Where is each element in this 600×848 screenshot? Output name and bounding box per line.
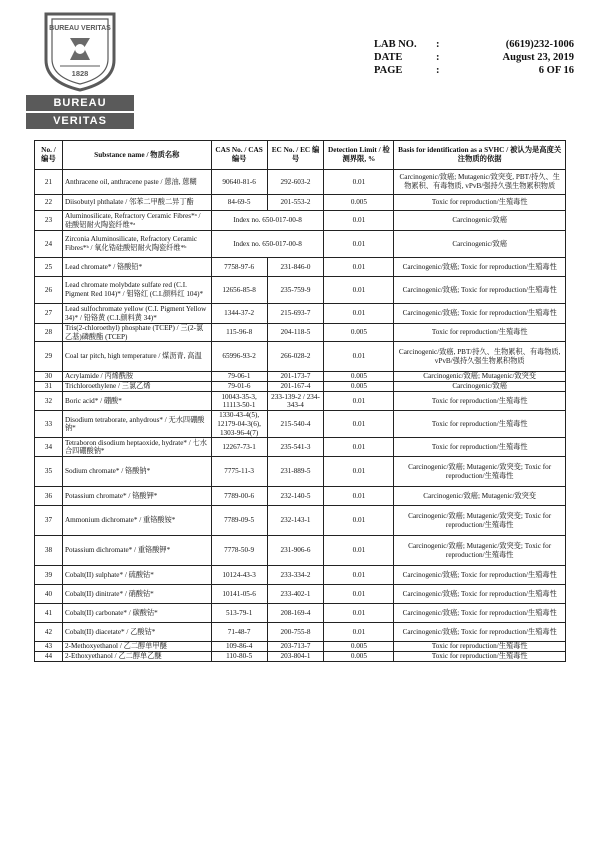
report-meta — [374, 38, 574, 77]
cell-ec: 201-173-7 — [267, 372, 324, 382]
cell-detection-limit: 0.01 — [324, 211, 394, 231]
cell-basis: Carcinogenic/致癌; Toxic for reproduction/生殖毒性 — [394, 258, 566, 277]
header-no: No. / 编号 — [35, 141, 63, 170]
cell-detection-limit: 0.01 — [324, 566, 394, 585]
cell-no: 40 — [35, 585, 63, 604]
cell-ec: 233-402-1 — [267, 585, 324, 604]
cell-basis: Carcinogenic/致癌; Toxic for reproduction/生殖毒性 — [394, 304, 566, 324]
table-row — [35, 231, 566, 258]
cell-cas: 71-48-7 — [211, 623, 267, 642]
cell-substance: Cobalt(II) sulphate* / 硫酸钴* — [62, 566, 211, 585]
cell-no: 41 — [35, 604, 63, 623]
cell-detection-limit: 0.01 — [324, 392, 394, 411]
cell-detection-limit: 0.01 — [324, 304, 394, 324]
cell-no: 33 — [35, 411, 63, 438]
cell-no: 22 — [35, 195, 63, 211]
cell-cas: 7778-50-9 — [211, 536, 267, 566]
cell-cas: 79-01-6 — [211, 382, 267, 392]
cell-basis: Carcinogenic/致癌; Mutagenic/致突变; Toxic for reproduction/生殖毒性 — [394, 506, 566, 536]
table-row — [35, 342, 566, 372]
cell-no: 29 — [35, 342, 63, 372]
table-row — [35, 324, 566, 342]
cell-basis: Carcinogenic/致癌; Mutagenic/致突变, PBT/持久、生物累积、有毒物质, vPvB/强持久强生物累积物质 — [394, 170, 566, 195]
cell-detection-limit: 0.01 — [324, 411, 394, 438]
cell-basis: Toxic for reproduction/生殖毒性 — [394, 642, 566, 652]
cell-basis: Carcinogenic/致癌 — [394, 211, 566, 231]
brand-line-veritas: VERITAS — [26, 113, 134, 129]
cell-no: 34 — [35, 438, 63, 457]
cell-ec: 201-167-4 — [267, 382, 324, 392]
table-row — [35, 304, 566, 324]
table-row — [35, 566, 566, 585]
cell-basis: Toxic for reproduction/生殖毒性 — [394, 392, 566, 411]
cell-substance: Sodium chromate* / 铬酸钠* — [62, 457, 211, 487]
cell-ec: 231-846-0 — [267, 258, 324, 277]
cell-detection-limit: 0.005 — [324, 324, 394, 342]
cell-ec: 215-693-7 — [267, 304, 324, 324]
cell-detection-limit: 0.01 — [324, 585, 394, 604]
cell-detection-limit: 0.005 — [324, 652, 394, 662]
header-cas: CAS No. / CAS 编号 — [211, 141, 267, 170]
table-row — [35, 258, 566, 277]
meta-sep: : — [436, 39, 440, 50]
cell-no: 37 — [35, 506, 63, 536]
cell-ec: 201-553-2 — [267, 195, 324, 211]
cell-substance: Lead chromate* / 铬酸铅* — [62, 258, 211, 277]
table-row — [35, 277, 566, 304]
header-detection-limit: Detection Limit / 检测界限, % — [324, 141, 394, 170]
cell-no: 28 — [35, 324, 63, 342]
cell-ec: 215-540-4 — [267, 411, 324, 438]
cell-ec: 233-334-2 — [267, 566, 324, 585]
meta-key: DATE — [374, 52, 403, 63]
cell-cas: 110-80-5 — [211, 652, 267, 662]
cell-substance: 2-Methoxyethanol / 乙二醇单甲醚 — [62, 642, 211, 652]
table-row — [35, 487, 566, 506]
cell-detection-limit: 0.005 — [324, 642, 394, 652]
cell-basis: Carcinogenic/致癌; Toxic for reproduction/生殖毒性 — [394, 277, 566, 304]
cell-substance: Boric acid* / 硼酸* — [62, 392, 211, 411]
meta-value: (6619)232-1006 — [505, 39, 574, 50]
cell-detection-limit: 0.01 — [324, 438, 394, 457]
meta-sep: : — [436, 65, 440, 76]
cell-substance: 2-Ethoxyethanol / 乙二醇单乙醚 — [62, 652, 211, 662]
table-row — [35, 536, 566, 566]
cell-ec: 233-139-2 / 234-343-4 — [267, 392, 324, 411]
meta-key: LAB NO. — [374, 39, 417, 50]
cell-cas: 10043-35-3, 11113-50-1 — [211, 392, 267, 411]
cell-substance: Trichloroethylene / 三氯乙烯 — [62, 382, 211, 392]
cell-ec: 231-906-6 — [267, 536, 324, 566]
cell-no: 25 — [35, 258, 63, 277]
cell-ec: 266-028-2 — [267, 342, 324, 372]
cell-no: 21 — [35, 170, 63, 195]
cell-detection-limit: 0.01 — [324, 231, 394, 258]
cell-basis: Carcinogenic/致癌, PBT/持久、生物累积、有毒物质, vPvB/强持久强生物累积物质 — [394, 342, 566, 372]
table-row — [35, 372, 566, 382]
cell-detection-limit: 0.01 — [324, 258, 394, 277]
cell-substance: Potassium chromate* / 铬酸钾* — [62, 487, 211, 506]
bureau-veritas-seal-icon — [38, 8, 122, 92]
cell-ec: 203-713-7 — [267, 642, 324, 652]
cell-no: 35 — [35, 457, 63, 487]
cell-basis: Toxic for reproduction/生殖毒性 — [394, 652, 566, 662]
cell-ec: 200-755-8 — [267, 623, 324, 642]
cell-substance: Cobalt(II) diacetate* / 乙酸钴* — [62, 623, 211, 642]
cell-ec: 203-804-1 — [267, 652, 324, 662]
cell-cas: 7758-97-6 — [211, 258, 267, 277]
meta-value: August 23, 2019 — [502, 52, 574, 63]
cell-cas: 79-06-1 — [211, 372, 267, 382]
table-header-row — [35, 141, 566, 170]
cell-ec: 235-759-9 — [267, 277, 324, 304]
table-row — [35, 211, 566, 231]
table-row — [35, 623, 566, 642]
meta-sep: : — [436, 52, 440, 63]
brand-banner — [26, 95, 134, 129]
cell-cas: 115-96-8 — [211, 324, 267, 342]
cell-no: 38 — [35, 536, 63, 566]
cell-index-no: Index no. 650-017-00-8 — [211, 231, 324, 258]
cell-no: 27 — [35, 304, 63, 324]
cell-cas: 7789-00-6 — [211, 487, 267, 506]
cell-cas: 65996-93-2 — [211, 342, 267, 372]
cell-no: 30 — [35, 372, 63, 382]
table-row — [35, 411, 566, 438]
table-row — [35, 170, 566, 195]
cell-detection-limit: 0.01 — [324, 457, 394, 487]
cell-detection-limit: 0.01 — [324, 277, 394, 304]
cell-basis: Carcinogenic/致癌; Mutagenic/致突变 — [394, 487, 566, 506]
cell-no: 36 — [35, 487, 63, 506]
cell-substance: Diisobutyl phthalate / 邻苯二甲酸二异丁酯 — [62, 195, 211, 211]
cell-cas: 10141-05-6 — [211, 585, 267, 604]
cell-cas: 12267-73-1 — [211, 438, 267, 457]
cell-substance: Coal tar pitch, high temperature / 煤沥青, 高温 — [62, 342, 211, 372]
cell-basis: Carcinogenic/致癌; Mutagenic/致突变; Toxic for reproduction/生殖毒性 — [394, 457, 566, 487]
table-row — [35, 457, 566, 487]
cell-basis: Toxic for reproduction/生殖毒性 — [394, 438, 566, 457]
cell-cas: 12656-85-8 — [211, 277, 267, 304]
table-row — [35, 652, 566, 662]
table-row — [35, 642, 566, 652]
cell-cas: 84-69-5 — [211, 195, 267, 211]
cell-ec: 232-143-1 — [267, 506, 324, 536]
table-row — [35, 506, 566, 536]
cell-substance: Disodium tetraborate, anhydrous* / 无水四硼酸钠* — [62, 411, 211, 438]
table-row — [35, 195, 566, 211]
cell-detection-limit: 0.01 — [324, 604, 394, 623]
cell-detection-limit: 0.005 — [324, 372, 394, 382]
cell-substance: Zirconia Aluminosilicate, Refractory Ceramic Fibres*ᵇ / 氧化锆硅酸铝耐火陶瓷纤维*ᵇ — [62, 231, 211, 258]
cell-no: 23 — [35, 211, 63, 231]
cell-substance: Lead chromate molybdate sulfate red (C.I. Pigment Red 104)* / 钼铬红 (C.I.颜料红 104)* — [62, 277, 211, 304]
cell-no: 26 — [35, 277, 63, 304]
cell-substance: Tetraboron disodium heptaoxide, hydrate* / 七水合四硼酸钠* — [62, 438, 211, 457]
cell-cas: 109-86-4 — [211, 642, 267, 652]
cell-detection-limit: 0.01 — [324, 623, 394, 642]
table-row — [35, 438, 566, 457]
cell-basis: Carcinogenic/致癌; Mutagenic/致突变; Toxic for reproduction/生殖毒性 — [394, 536, 566, 566]
header-ec: EC No. / EC 编号 — [267, 141, 324, 170]
meta-date — [374, 51, 574, 64]
table-row — [35, 382, 566, 392]
cell-basis: Carcinogenic/致癌; Toxic for reproduction/生殖毒性 — [394, 604, 566, 623]
cell-no: 32 — [35, 392, 63, 411]
svg-text:BUREAU VERITAS: BUREAU VERITAS — [49, 25, 111, 32]
svhc-table — [34, 140, 566, 662]
cell-basis: Carcinogenic/致癌 — [394, 382, 566, 392]
table-row — [35, 392, 566, 411]
table-body — [35, 170, 566, 662]
cell-substance: Anthracene oil, anthracene paste / 蒽油, 蒽糊 — [62, 170, 211, 195]
cell-substance: Cobalt(II) dinitrate* / 硝酸钴* — [62, 585, 211, 604]
cell-ec: 208-169-4 — [267, 604, 324, 623]
cell-basis: Carcinogenic/致癌 — [394, 231, 566, 258]
meta-lab-no — [374, 38, 574, 51]
cell-cas: 513-79-1 — [211, 604, 267, 623]
cell-ec: 235-541-3 — [267, 438, 324, 457]
cell-basis: Toxic for reproduction/生殖毒性 — [394, 324, 566, 342]
cell-detection-limit: 0.005 — [324, 195, 394, 211]
cell-cas: 1330-43-4(5), 12179-04-3(6), 1303-96-4(7) — [211, 411, 267, 438]
svg-text:1828: 1828 — [71, 69, 89, 78]
cell-ec: 231-889-5 — [267, 457, 324, 487]
cell-substance: Ammonium dichromate* / 重铬酸铵* — [62, 506, 211, 536]
cell-cas: 10124-43-3 — [211, 566, 267, 585]
cell-substance: Acrylamide / 丙烯酰胺 — [62, 372, 211, 382]
cell-basis: Carcinogenic/致癌; Mutagenic/致突变 — [394, 372, 566, 382]
cell-detection-limit: 0.01 — [324, 487, 394, 506]
cell-substance: Lead sulfochromate yellow (C.I. Pigment Yellow 34)* / 铅铬黄 (C.I.颜料黄 34)* — [62, 304, 211, 324]
cell-detection-limit: 0.01 — [324, 536, 394, 566]
cell-cas: 1344-37-2 — [211, 304, 267, 324]
header-substance: Substance name / 物质名称 — [62, 141, 211, 170]
cell-substance: Cobalt(II) carbonate* / 碳酸钴* — [62, 604, 211, 623]
cell-substance: Aluminosilicate, Refractory Ceramic Fibres*ᵃ / 硅酸铝耐火陶瓷纤维*ᵃ — [62, 211, 211, 231]
cell-ec: 292-603-2 — [267, 170, 324, 195]
cell-no: 39 — [35, 566, 63, 585]
cell-basis: Toxic for reproduction/生殖毒性 — [394, 411, 566, 438]
cell-detection-limit: 0.01 — [324, 342, 394, 372]
cell-no: 31 — [35, 382, 63, 392]
cell-basis: Toxic for reproduction/生殖毒性 — [394, 195, 566, 211]
brand-line-bureau: BUREAU — [26, 95, 134, 111]
cell-ec: 232-140-5 — [267, 487, 324, 506]
cell-no: 42 — [35, 623, 63, 642]
meta-page — [374, 64, 574, 77]
cell-cas: 90640-81-6 — [211, 170, 267, 195]
meta-value: 6 OF 16 — [538, 65, 574, 76]
cell-detection-limit: 0.01 — [324, 170, 394, 195]
cell-substance: Tris(2-chloroethyl) phosphate (TCEP) / 三(2-氯乙基)磷酸酯 (TCEP) — [62, 324, 211, 342]
cell-basis: Carcinogenic/致癌; Toxic for reproduction/生殖毒性 — [394, 623, 566, 642]
table-row — [35, 604, 566, 623]
cell-cas: 7775-11-3 — [211, 457, 267, 487]
cell-substance: Potassium dichromate* / 重铬酸钾* — [62, 536, 211, 566]
cell-no: 43 — [35, 642, 63, 652]
cell-detection-limit: 0.01 — [324, 506, 394, 536]
bureau-veritas-logo — [26, 8, 134, 129]
cell-no: 24 — [35, 231, 63, 258]
cell-cas: 7789-09-5 — [211, 506, 267, 536]
cell-basis: Carcinogenic/致癌; Toxic for reproduction/生殖毒性 — [394, 566, 566, 585]
cell-index-no: Index no. 650-017-00-8 — [211, 211, 324, 231]
header-basis: Basis for identification as a SVHC / 被认为是高度关注物质的依据 — [394, 141, 566, 170]
table-row — [35, 585, 566, 604]
cell-no: 44 — [35, 652, 63, 662]
cell-ec: 204-118-5 — [267, 324, 324, 342]
meta-key: PAGE — [374, 65, 403, 76]
cell-basis: Carcinogenic/致癌; Toxic for reproduction/生殖毒性 — [394, 585, 566, 604]
cell-detection-limit: 0.005 — [324, 382, 394, 392]
